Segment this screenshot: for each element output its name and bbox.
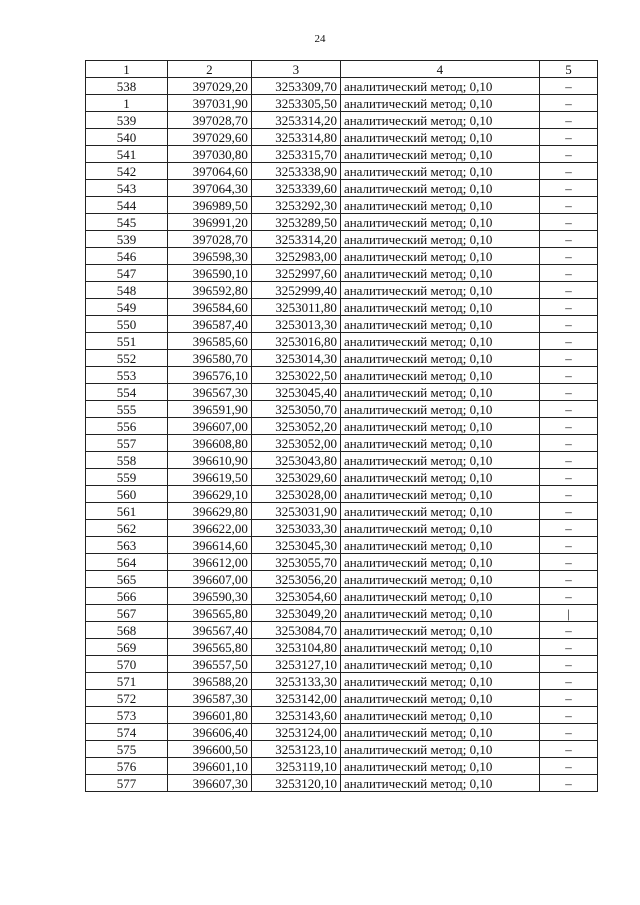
table-row (86, 129, 598, 146)
point-number-cell: 560 (86, 486, 168, 503)
point-number-cell: 573 (86, 707, 168, 724)
table-row (86, 707, 598, 724)
x-coordinate-cell: 396607,00 (167, 571, 251, 588)
note-cell: – (539, 197, 597, 214)
point-number-cell: 572 (86, 690, 168, 707)
note-cell: – (539, 248, 597, 265)
table-header-row (86, 61, 598, 78)
point-number-cell: 545 (86, 214, 168, 231)
table-row (86, 112, 598, 129)
x-coordinate-cell: 397064,60 (167, 163, 251, 180)
y-coordinate-cell: 3253305,50 (251, 95, 340, 112)
point-number-cell: 567 (86, 605, 168, 622)
note-cell: – (539, 163, 597, 180)
table-row (86, 95, 598, 112)
x-coordinate-cell: 396612,00 (167, 554, 251, 571)
table-row (86, 656, 598, 673)
note-cell: – (539, 333, 597, 350)
table-row (86, 282, 598, 299)
note-cell: – (539, 435, 597, 452)
y-coordinate-cell: 3253119,10 (251, 758, 340, 775)
table-row (86, 163, 598, 180)
point-number-cell: 557 (86, 435, 168, 452)
table-row (86, 758, 598, 775)
x-coordinate-cell: 396600,50 (167, 741, 251, 758)
y-coordinate-cell: 3253045,30 (251, 537, 340, 554)
note-cell: – (539, 571, 597, 588)
point-number-cell: 542 (86, 163, 168, 180)
point-number-cell: 563 (86, 537, 168, 554)
x-coordinate-cell: 396565,80 (167, 605, 251, 622)
table-row (86, 197, 598, 214)
x-coordinate-cell: 396590,30 (167, 588, 251, 605)
table-row (86, 299, 598, 316)
method-accuracy-cell: аналитический метод; 0,10 (340, 265, 539, 282)
method-accuracy-cell: аналитический метод; 0,10 (340, 690, 539, 707)
note-cell: – (539, 180, 597, 197)
x-coordinate-cell: 396576,10 (167, 367, 251, 384)
method-accuracy-cell: аналитический метод; 0,10 (340, 452, 539, 469)
y-coordinate-cell: 3253315,70 (251, 146, 340, 163)
x-coordinate-cell: 396601,80 (167, 707, 251, 724)
point-number-cell: 538 (86, 78, 168, 95)
note-cell: – (539, 758, 597, 775)
table-row (86, 622, 598, 639)
y-coordinate-cell: 3253055,70 (251, 554, 340, 571)
table-row (86, 316, 598, 333)
method-accuracy-cell: аналитический метод; 0,10 (340, 418, 539, 435)
table-row (86, 588, 598, 605)
y-coordinate-cell: 3253124,00 (251, 724, 340, 741)
point-number-cell: 539 (86, 231, 168, 248)
y-coordinate-cell: 3253339,60 (251, 180, 340, 197)
note-cell: – (539, 707, 597, 724)
y-coordinate-cell: 3253013,30 (251, 316, 340, 333)
table-row (86, 214, 598, 231)
y-coordinate-cell: 3253052,20 (251, 418, 340, 435)
x-coordinate-cell: 396629,10 (167, 486, 251, 503)
point-number-cell: 575 (86, 741, 168, 758)
table-row (86, 486, 598, 503)
note-cell: – (539, 486, 597, 503)
method-accuracy-cell: аналитический метод; 0,10 (340, 707, 539, 724)
method-accuracy-cell: аналитический метод; 0,10 (340, 384, 539, 401)
method-accuracy-cell: аналитический метод; 0,10 (340, 299, 539, 316)
point-number-cell: 547 (86, 265, 168, 282)
method-accuracy-cell: аналитический метод; 0,10 (340, 129, 539, 146)
y-coordinate-cell: 3253022,50 (251, 367, 340, 384)
method-accuracy-cell: аналитический метод; 0,10 (340, 656, 539, 673)
y-coordinate-cell: 3252983,00 (251, 248, 340, 265)
point-number-cell: 543 (86, 180, 168, 197)
note-cell: – (539, 503, 597, 520)
method-accuracy-cell: аналитический метод; 0,10 (340, 333, 539, 350)
point-number-cell: 553 (86, 367, 168, 384)
x-coordinate-cell: 396608,80 (167, 435, 251, 452)
note-cell: – (539, 724, 597, 741)
x-coordinate-cell: 396622,00 (167, 520, 251, 537)
point-number-cell: 552 (86, 350, 168, 367)
note-cell: – (539, 95, 597, 112)
table-row (86, 248, 598, 265)
header-cell-3: 3 (251, 61, 340, 78)
note-cell: – (539, 452, 597, 469)
x-coordinate-cell: 397030,80 (167, 146, 251, 163)
y-coordinate-cell: 3253133,30 (251, 673, 340, 690)
x-coordinate-cell: 396557,50 (167, 656, 251, 673)
x-coordinate-cell: 397031,90 (167, 95, 251, 112)
method-accuracy-cell: аналитический метод; 0,10 (340, 503, 539, 520)
table-row (86, 146, 598, 163)
x-coordinate-cell: 396606,40 (167, 724, 251, 741)
x-coordinate-cell: 396607,30 (167, 775, 251, 792)
x-coordinate-cell: 397029,60 (167, 129, 251, 146)
table-row (86, 180, 598, 197)
method-accuracy-cell: аналитический метод; 0,10 (340, 775, 539, 792)
method-accuracy-cell: аналитический метод; 0,10 (340, 639, 539, 656)
x-coordinate-cell: 396610,90 (167, 452, 251, 469)
y-coordinate-cell: 3253127,10 (251, 656, 340, 673)
note-cell: – (539, 214, 597, 231)
point-number-cell: 566 (86, 588, 168, 605)
y-coordinate-cell: 3253043,80 (251, 452, 340, 469)
table-row (86, 639, 598, 656)
table-row (86, 571, 598, 588)
note-cell: – (539, 146, 597, 163)
table-row (86, 435, 598, 452)
x-coordinate-cell: 396989,50 (167, 197, 251, 214)
point-number-cell: 556 (86, 418, 168, 435)
x-coordinate-cell: 396607,00 (167, 418, 251, 435)
x-coordinate-cell: 396591,90 (167, 401, 251, 418)
table-row (86, 520, 598, 537)
y-coordinate-cell: 3253028,00 (251, 486, 340, 503)
x-coordinate-cell: 396619,50 (167, 469, 251, 486)
table-row (86, 452, 598, 469)
method-accuracy-cell: аналитический метод; 0,10 (340, 112, 539, 129)
y-coordinate-cell: 3253104,80 (251, 639, 340, 656)
point-number-cell: 562 (86, 520, 168, 537)
method-accuracy-cell: аналитический метод; 0,10 (340, 248, 539, 265)
table-row (86, 350, 598, 367)
method-accuracy-cell: аналитический метод; 0,10 (340, 367, 539, 384)
method-accuracy-cell: аналитический метод; 0,10 (340, 214, 539, 231)
point-number-cell: 559 (86, 469, 168, 486)
table-row (86, 333, 598, 350)
note-cell: – (539, 656, 597, 673)
note-cell: – (539, 520, 597, 537)
point-number-cell: 570 (86, 656, 168, 673)
x-coordinate-cell: 396991,20 (167, 214, 251, 231)
point-number-cell: 574 (86, 724, 168, 741)
point-number-cell: 1 (86, 95, 168, 112)
y-coordinate-cell: 3253314,20 (251, 231, 340, 248)
point-number-cell: 565 (86, 571, 168, 588)
note-cell: – (539, 112, 597, 129)
note-cell: – (539, 129, 597, 146)
y-coordinate-cell: 3253292,30 (251, 197, 340, 214)
y-coordinate-cell: 3253045,40 (251, 384, 340, 401)
point-number-cell: 569 (86, 639, 168, 656)
note-cell: – (539, 690, 597, 707)
table-row (86, 724, 598, 741)
y-coordinate-cell: 3253050,70 (251, 401, 340, 418)
point-number-cell: 549 (86, 299, 168, 316)
point-number-cell: 546 (86, 248, 168, 265)
header-cell-2: 2 (167, 61, 251, 78)
table-row (86, 418, 598, 435)
note-cell: – (539, 639, 597, 656)
y-coordinate-cell: 3253033,30 (251, 520, 340, 537)
method-accuracy-cell: аналитический метод; 0,10 (340, 78, 539, 95)
y-coordinate-cell: 3253056,20 (251, 571, 340, 588)
y-coordinate-cell: 3253029,60 (251, 469, 340, 486)
y-coordinate-cell: 3253314,80 (251, 129, 340, 146)
method-accuracy-cell: аналитический метод; 0,10 (340, 435, 539, 452)
y-coordinate-cell: 3253143,60 (251, 707, 340, 724)
y-coordinate-cell: 3253289,50 (251, 214, 340, 231)
method-accuracy-cell: аналитический метод; 0,10 (340, 588, 539, 605)
y-coordinate-cell: 3253314,20 (251, 112, 340, 129)
y-coordinate-cell: 3253049,20 (251, 605, 340, 622)
table-row (86, 384, 598, 401)
header-cell-5: 5 (539, 61, 597, 78)
y-coordinate-cell: 3252997,60 (251, 265, 340, 282)
point-number-cell: 577 (86, 775, 168, 792)
point-number-cell: 550 (86, 316, 168, 333)
note-cell: – (539, 350, 597, 367)
x-coordinate-cell: 396587,40 (167, 316, 251, 333)
point-number-cell: 576 (86, 758, 168, 775)
table-row (86, 673, 598, 690)
note-cell: – (539, 775, 597, 792)
table-row (86, 537, 598, 554)
table-row (86, 741, 598, 758)
x-coordinate-cell: 396587,30 (167, 690, 251, 707)
method-accuracy-cell: аналитический метод; 0,10 (340, 197, 539, 214)
note-cell: – (539, 78, 597, 95)
y-coordinate-cell: 3253031,90 (251, 503, 340, 520)
method-accuracy-cell: аналитический метод; 0,10 (340, 316, 539, 333)
note-cell: – (539, 554, 597, 571)
table-row (86, 605, 598, 622)
method-accuracy-cell: аналитический метод; 0,10 (340, 282, 539, 299)
note-cell: – (539, 673, 597, 690)
table-row (86, 367, 598, 384)
table-row (86, 775, 598, 792)
method-accuracy-cell: аналитический метод; 0,10 (340, 180, 539, 197)
x-coordinate-cell: 396601,10 (167, 758, 251, 775)
x-coordinate-cell: 396585,60 (167, 333, 251, 350)
method-accuracy-cell: аналитический метод; 0,10 (340, 724, 539, 741)
method-accuracy-cell: аналитический метод; 0,10 (340, 231, 539, 248)
note-cell: – (539, 469, 597, 486)
table-row (86, 78, 598, 95)
method-accuracy-cell: аналитический метод; 0,10 (340, 95, 539, 112)
note-cell: – (539, 367, 597, 384)
y-coordinate-cell: 3253120,10 (251, 775, 340, 792)
y-coordinate-cell: 3253054,60 (251, 588, 340, 605)
method-accuracy-cell: аналитический метод; 0,10 (340, 486, 539, 503)
table-row (86, 503, 598, 520)
method-accuracy-cell: аналитический метод; 0,10 (340, 758, 539, 775)
y-coordinate-cell: 3253014,30 (251, 350, 340, 367)
point-number-cell: 544 (86, 197, 168, 214)
x-coordinate-cell: 397029,20 (167, 78, 251, 95)
method-accuracy-cell: аналитический метод; 0,10 (340, 673, 539, 690)
x-coordinate-cell: 396592,80 (167, 282, 251, 299)
y-coordinate-cell: 3253011,80 (251, 299, 340, 316)
table-row (86, 401, 598, 418)
point-number-cell: 541 (86, 146, 168, 163)
note-cell: – (539, 537, 597, 554)
y-coordinate-cell: 3253123,10 (251, 741, 340, 758)
table-row (86, 265, 598, 282)
point-number-cell: 568 (86, 622, 168, 639)
table-body (86, 78, 598, 792)
method-accuracy-cell: аналитический метод; 0,10 (340, 537, 539, 554)
table-row (86, 690, 598, 707)
y-coordinate-cell: 3253338,90 (251, 163, 340, 180)
note-cell: – (539, 231, 597, 248)
table-row (86, 554, 598, 571)
point-number-cell: 561 (86, 503, 168, 520)
note-cell: | (539, 605, 597, 622)
method-accuracy-cell: аналитический метод; 0,10 (340, 163, 539, 180)
x-coordinate-cell: 396588,20 (167, 673, 251, 690)
y-coordinate-cell: 3253016,80 (251, 333, 340, 350)
point-number-cell: 555 (86, 401, 168, 418)
note-cell: – (539, 622, 597, 639)
coordinates-table (85, 60, 598, 792)
method-accuracy-cell: аналитический метод; 0,10 (340, 741, 539, 758)
method-accuracy-cell: аналитический метод; 0,10 (340, 571, 539, 588)
point-number-cell: 540 (86, 129, 168, 146)
y-coordinate-cell: 3253084,70 (251, 622, 340, 639)
table-row (86, 231, 598, 248)
x-coordinate-cell: 397028,70 (167, 231, 251, 248)
method-accuracy-cell: аналитический метод; 0,10 (340, 469, 539, 486)
point-number-cell: 551 (86, 333, 168, 350)
note-cell: – (539, 299, 597, 316)
x-coordinate-cell: 396567,40 (167, 622, 251, 639)
note-cell: – (539, 741, 597, 758)
point-number-cell: 564 (86, 554, 168, 571)
note-cell: – (539, 265, 597, 282)
note-cell: – (539, 418, 597, 435)
x-coordinate-cell: 396590,10 (167, 265, 251, 282)
method-accuracy-cell: аналитический метод; 0,10 (340, 622, 539, 639)
page-number: 24 (314, 33, 326, 45)
method-accuracy-cell: аналитический метод; 0,10 (340, 605, 539, 622)
note-cell: – (539, 401, 597, 418)
method-accuracy-cell: аналитический метод; 0,10 (340, 520, 539, 537)
y-coordinate-cell: 3252999,40 (251, 282, 340, 299)
y-coordinate-cell: 3253142,00 (251, 690, 340, 707)
x-coordinate-cell: 397064,30 (167, 180, 251, 197)
x-coordinate-cell: 396629,80 (167, 503, 251, 520)
point-number-cell: 548 (86, 282, 168, 299)
note-cell: – (539, 282, 597, 299)
note-cell: – (539, 588, 597, 605)
method-accuracy-cell: аналитический метод; 0,10 (340, 401, 539, 418)
point-number-cell: 554 (86, 384, 168, 401)
method-accuracy-cell: аналитический метод; 0,10 (340, 350, 539, 367)
table-row (86, 469, 598, 486)
header-cell-4: 4 (340, 61, 539, 78)
x-coordinate-cell: 396584,60 (167, 299, 251, 316)
note-cell: – (539, 316, 597, 333)
x-coordinate-cell: 396580,70 (167, 350, 251, 367)
header-cell-1: 1 (86, 61, 168, 78)
y-coordinate-cell: 3253052,00 (251, 435, 340, 452)
x-coordinate-cell: 396565,80 (167, 639, 251, 656)
point-number-cell: 571 (86, 673, 168, 690)
point-number-cell: 539 (86, 112, 168, 129)
y-coordinate-cell: 3253309,70 (251, 78, 340, 95)
note-cell: – (539, 384, 597, 401)
x-coordinate-cell: 396598,30 (167, 248, 251, 265)
method-accuracy-cell: аналитический метод; 0,10 (340, 554, 539, 571)
method-accuracy-cell: аналитический метод; 0,10 (340, 146, 539, 163)
x-coordinate-cell: 396614,60 (167, 537, 251, 554)
x-coordinate-cell: 396567,30 (167, 384, 251, 401)
point-number-cell: 558 (86, 452, 168, 469)
x-coordinate-cell: 397028,70 (167, 112, 251, 129)
